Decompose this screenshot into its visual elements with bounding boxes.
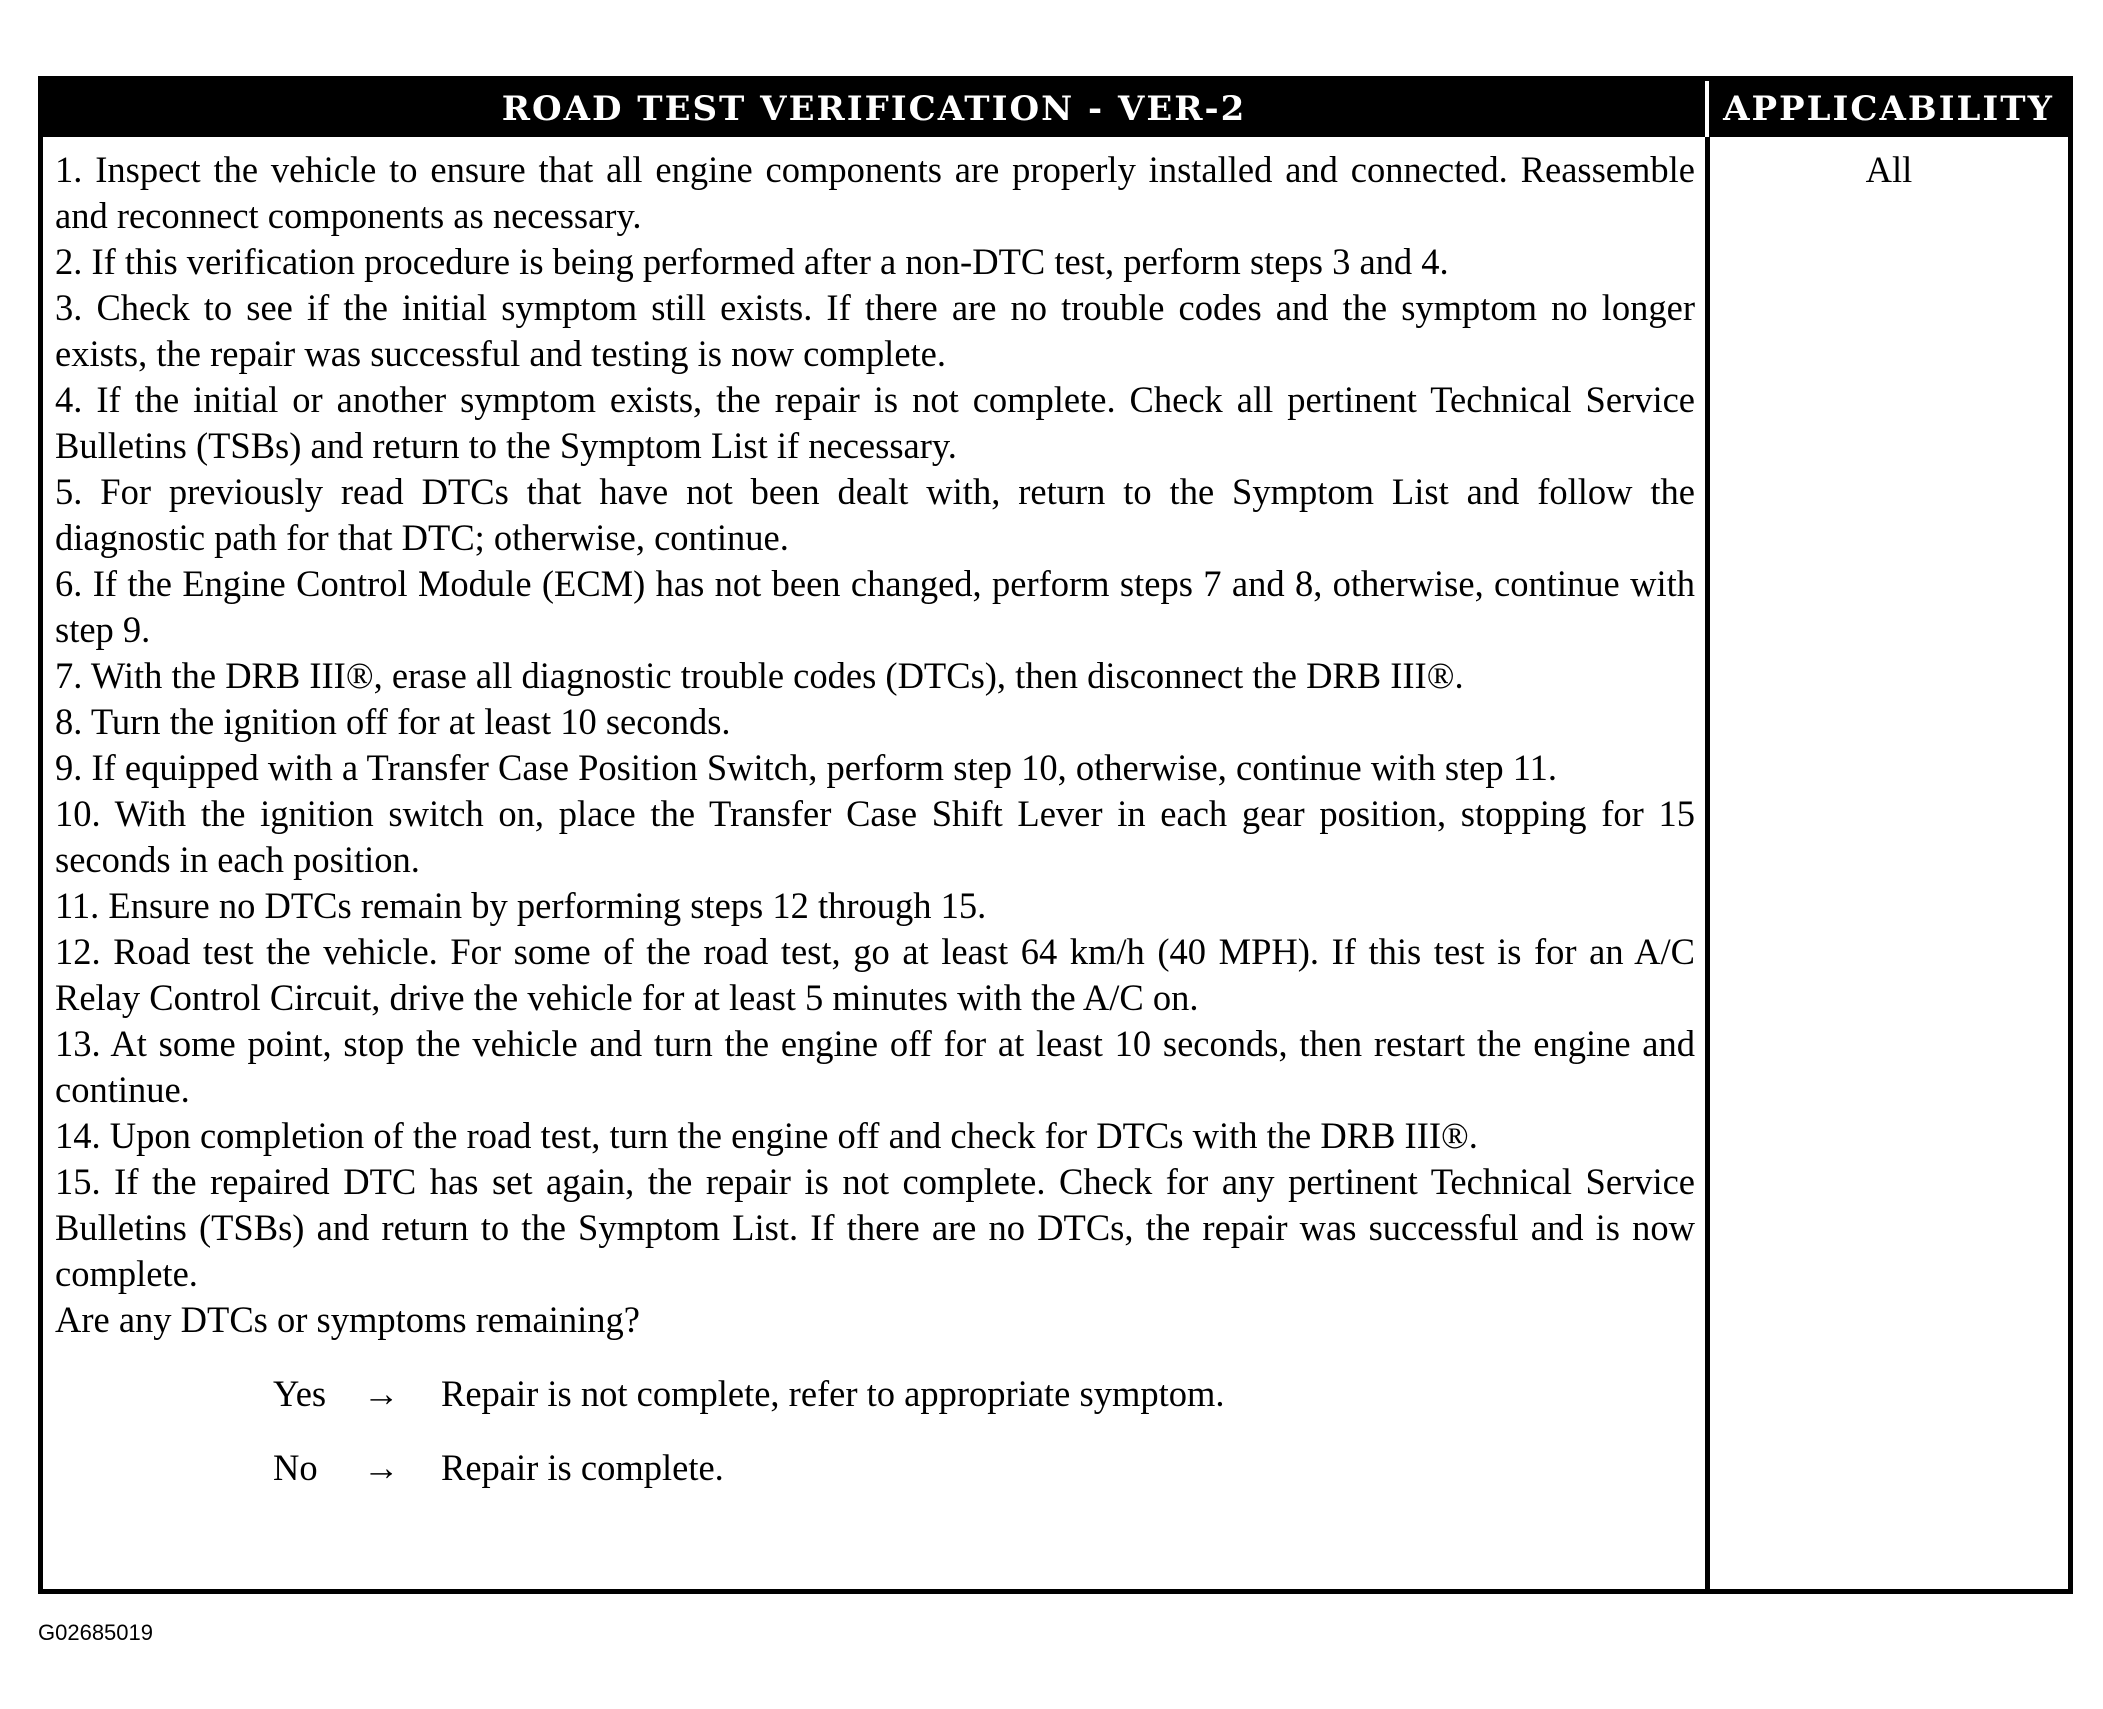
step-1: 1. Inspect the vehicle to ensure that all engine components are properly installed and connected. Reassemble and reconnect components as necessary.	[55, 149, 1695, 236]
step-15: 15. If the repaired DTC has set again, the repair is not complete. Check for any pertinent Technical Service Bulletins (TSBs) and return to the Symptom List. If there are no DTCs, the repair was successful and is now complete.	[55, 1161, 1695, 1294]
procedure-cell	[43, 137, 1705, 1589]
answer-key: No	[273, 1447, 318, 1488]
step-14: 14. Upon completion of the road test, turn the engine off and check for DTCs with the DRB III®.	[55, 1115, 1478, 1156]
step-10: 10. With the ignition switch on, place the Transfer Case Shift Lever in each gear position, stopping for 15 seconds in each position.	[55, 793, 1695, 880]
step-13: 13. At some point, stop the vehicle and turn the engine off for at least 10 seconds, then restart the engine and continue.	[55, 1023, 1695, 1110]
arrow-right-icon: →	[363, 1373, 400, 1414]
answer-list	[55, 1371, 1695, 1491]
step-8: 8. Turn the ignition off for at least 10 seconds.	[55, 701, 731, 742]
step-9: 9. If equipped with a Transfer Case Position Switch, perform step 10, otherwise, continue with step 11.	[55, 747, 1558, 788]
answer-yes	[273, 1371, 1695, 1417]
answer-text: Repair is complete.	[441, 1447, 724, 1488]
table-title: ROAD TEST VERIFICATION - VER-2	[43, 81, 1705, 137]
applicability-value: All	[1865, 149, 1913, 190]
step-11: 11. Ensure no DTCs remain by performing steps 12 through 15.	[55, 885, 987, 926]
step-3: 3. Check to see if the initial symptom still exists. If there are no trouble codes and the symptom no longer exists, the repair was successful and testing is now complete.	[55, 287, 1695, 374]
question-text: Are any DTCs or symptoms remaining?	[55, 1299, 640, 1340]
applicability-cell	[1705, 137, 2068, 1589]
answer-no	[273, 1445, 1695, 1491]
step-5: 5. For previously read DTCs that have not been dealt with, return to the Symptom List and follow the diagnostic path for that DTC; otherwise, continue.	[55, 471, 1695, 558]
step-6: 6. If the Engine Control Module (ECM) has not been changed, perform steps 7 and 8, otherwise, continue with step 9.	[55, 563, 1695, 650]
step-2: 2. If this verification procedure is being performed after a non-DTC test, perform steps 3 and 4.	[55, 241, 1449, 282]
answer-key: Yes	[273, 1373, 327, 1414]
step-7: 7. With the DRB III®, erase all diagnostic trouble codes (DTCs), then disconnect the DRB III®.	[55, 655, 1464, 696]
applicability-header: APPLICABILITY	[1705, 81, 2068, 137]
step-4: 4. If the initial or another symptom exists, the repair is not complete. Check all pertinent Technical Service Bulletins (TSBs) and return to the Symptom List if necessary.	[55, 379, 1695, 466]
step-12: 12. Road test the vehicle. For some of the road test, go at least 64 km/h (40 MPH). If this test is for an A/C Relay Control Circuit, drive the vehicle for at least 5 minutes with the A/C on.	[55, 931, 1695, 1018]
answer-text: Repair is not complete, refer to appropriate symptom.	[441, 1373, 1225, 1414]
arrow-right-icon: →	[363, 1447, 400, 1488]
figure-id: G02685019	[38, 1620, 153, 1645]
verification-table	[38, 76, 2073, 1594]
